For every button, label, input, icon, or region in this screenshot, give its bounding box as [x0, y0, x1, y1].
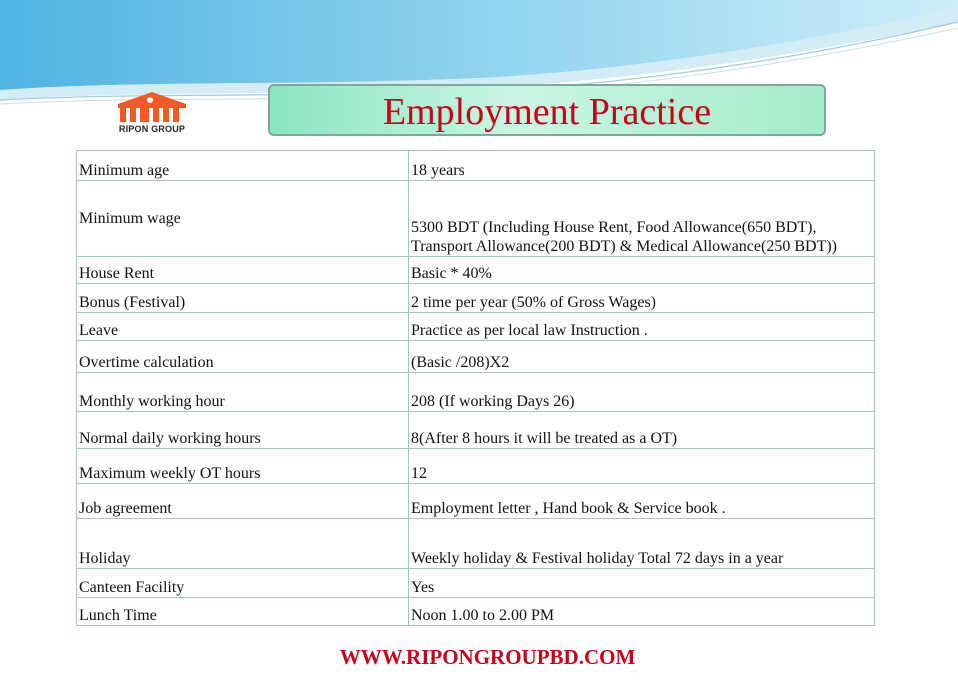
row-value: 2 time per year (50% of Gross Wages) [409, 284, 875, 313]
row-label: Minimum wage [77, 181, 409, 257]
table-row [77, 449, 875, 484]
row-label: Overtime calculation [77, 341, 409, 373]
table-row [77, 181, 875, 257]
row-label: Job agreement [77, 484, 409, 519]
row-value: 208 (If working Days 26) [409, 373, 875, 412]
row-value: Basic * 40% [409, 257, 875, 284]
table-row [77, 341, 875, 373]
table-row [77, 151, 875, 181]
row-label: Normal daily working hours [77, 412, 409, 449]
row-value: 8(After 8 hours it will be treated as a OT) [409, 412, 875, 449]
row-label: Bonus (Festival) [77, 284, 409, 313]
row-label: House Rent [77, 257, 409, 284]
row-label: Maximum weekly OT hours [77, 449, 409, 484]
table-row [77, 284, 875, 313]
row-label: Lunch Time [77, 598, 409, 626]
row-value: Employment letter , Hand book & Service book . [409, 484, 875, 519]
table-row [77, 412, 875, 449]
ripon-group-logo [112, 90, 192, 136]
website-footer-link[interactable]: WWW.RIPONGROUPBD.COM [339, 645, 636, 669]
table-row [77, 484, 875, 519]
row-value: Weekly holiday & Festival holiday Total 72 days in a year [409, 519, 875, 569]
table-row [77, 257, 875, 284]
row-label: Leave [77, 313, 409, 341]
row-value: 18 years [409, 151, 875, 181]
title-banner [268, 84, 826, 136]
row-value: 5300 BDT (Including House Rent, Food Allowance(650 BDT), Transport Allowance(200 BDT) & Medical Allowance(250 BDT)) [409, 181, 875, 257]
logo-text: RIPON GROUP [118, 124, 186, 134]
employment-practice-table [76, 150, 875, 626]
page-title: Employment Practice [382, 91, 712, 133]
row-value: 12 [409, 449, 875, 484]
row-label: Canteen Facility [77, 569, 409, 598]
row-value: Noon 1.00 to 2.00 PM [409, 598, 875, 626]
row-label: Minimum age [77, 151, 409, 181]
table-row [77, 598, 875, 626]
row-value: (Basic /208)X2 [409, 341, 875, 373]
row-value: Yes [409, 569, 875, 598]
table-row [77, 373, 875, 412]
table-row [77, 569, 875, 598]
row-label: Holiday [77, 519, 409, 569]
row-label: Monthly working hour [77, 373, 409, 412]
row-value: Practice as per local law Instruction . [409, 313, 875, 341]
table-row [77, 519, 875, 569]
table-row [77, 313, 875, 341]
logo-icon [112, 90, 192, 124]
